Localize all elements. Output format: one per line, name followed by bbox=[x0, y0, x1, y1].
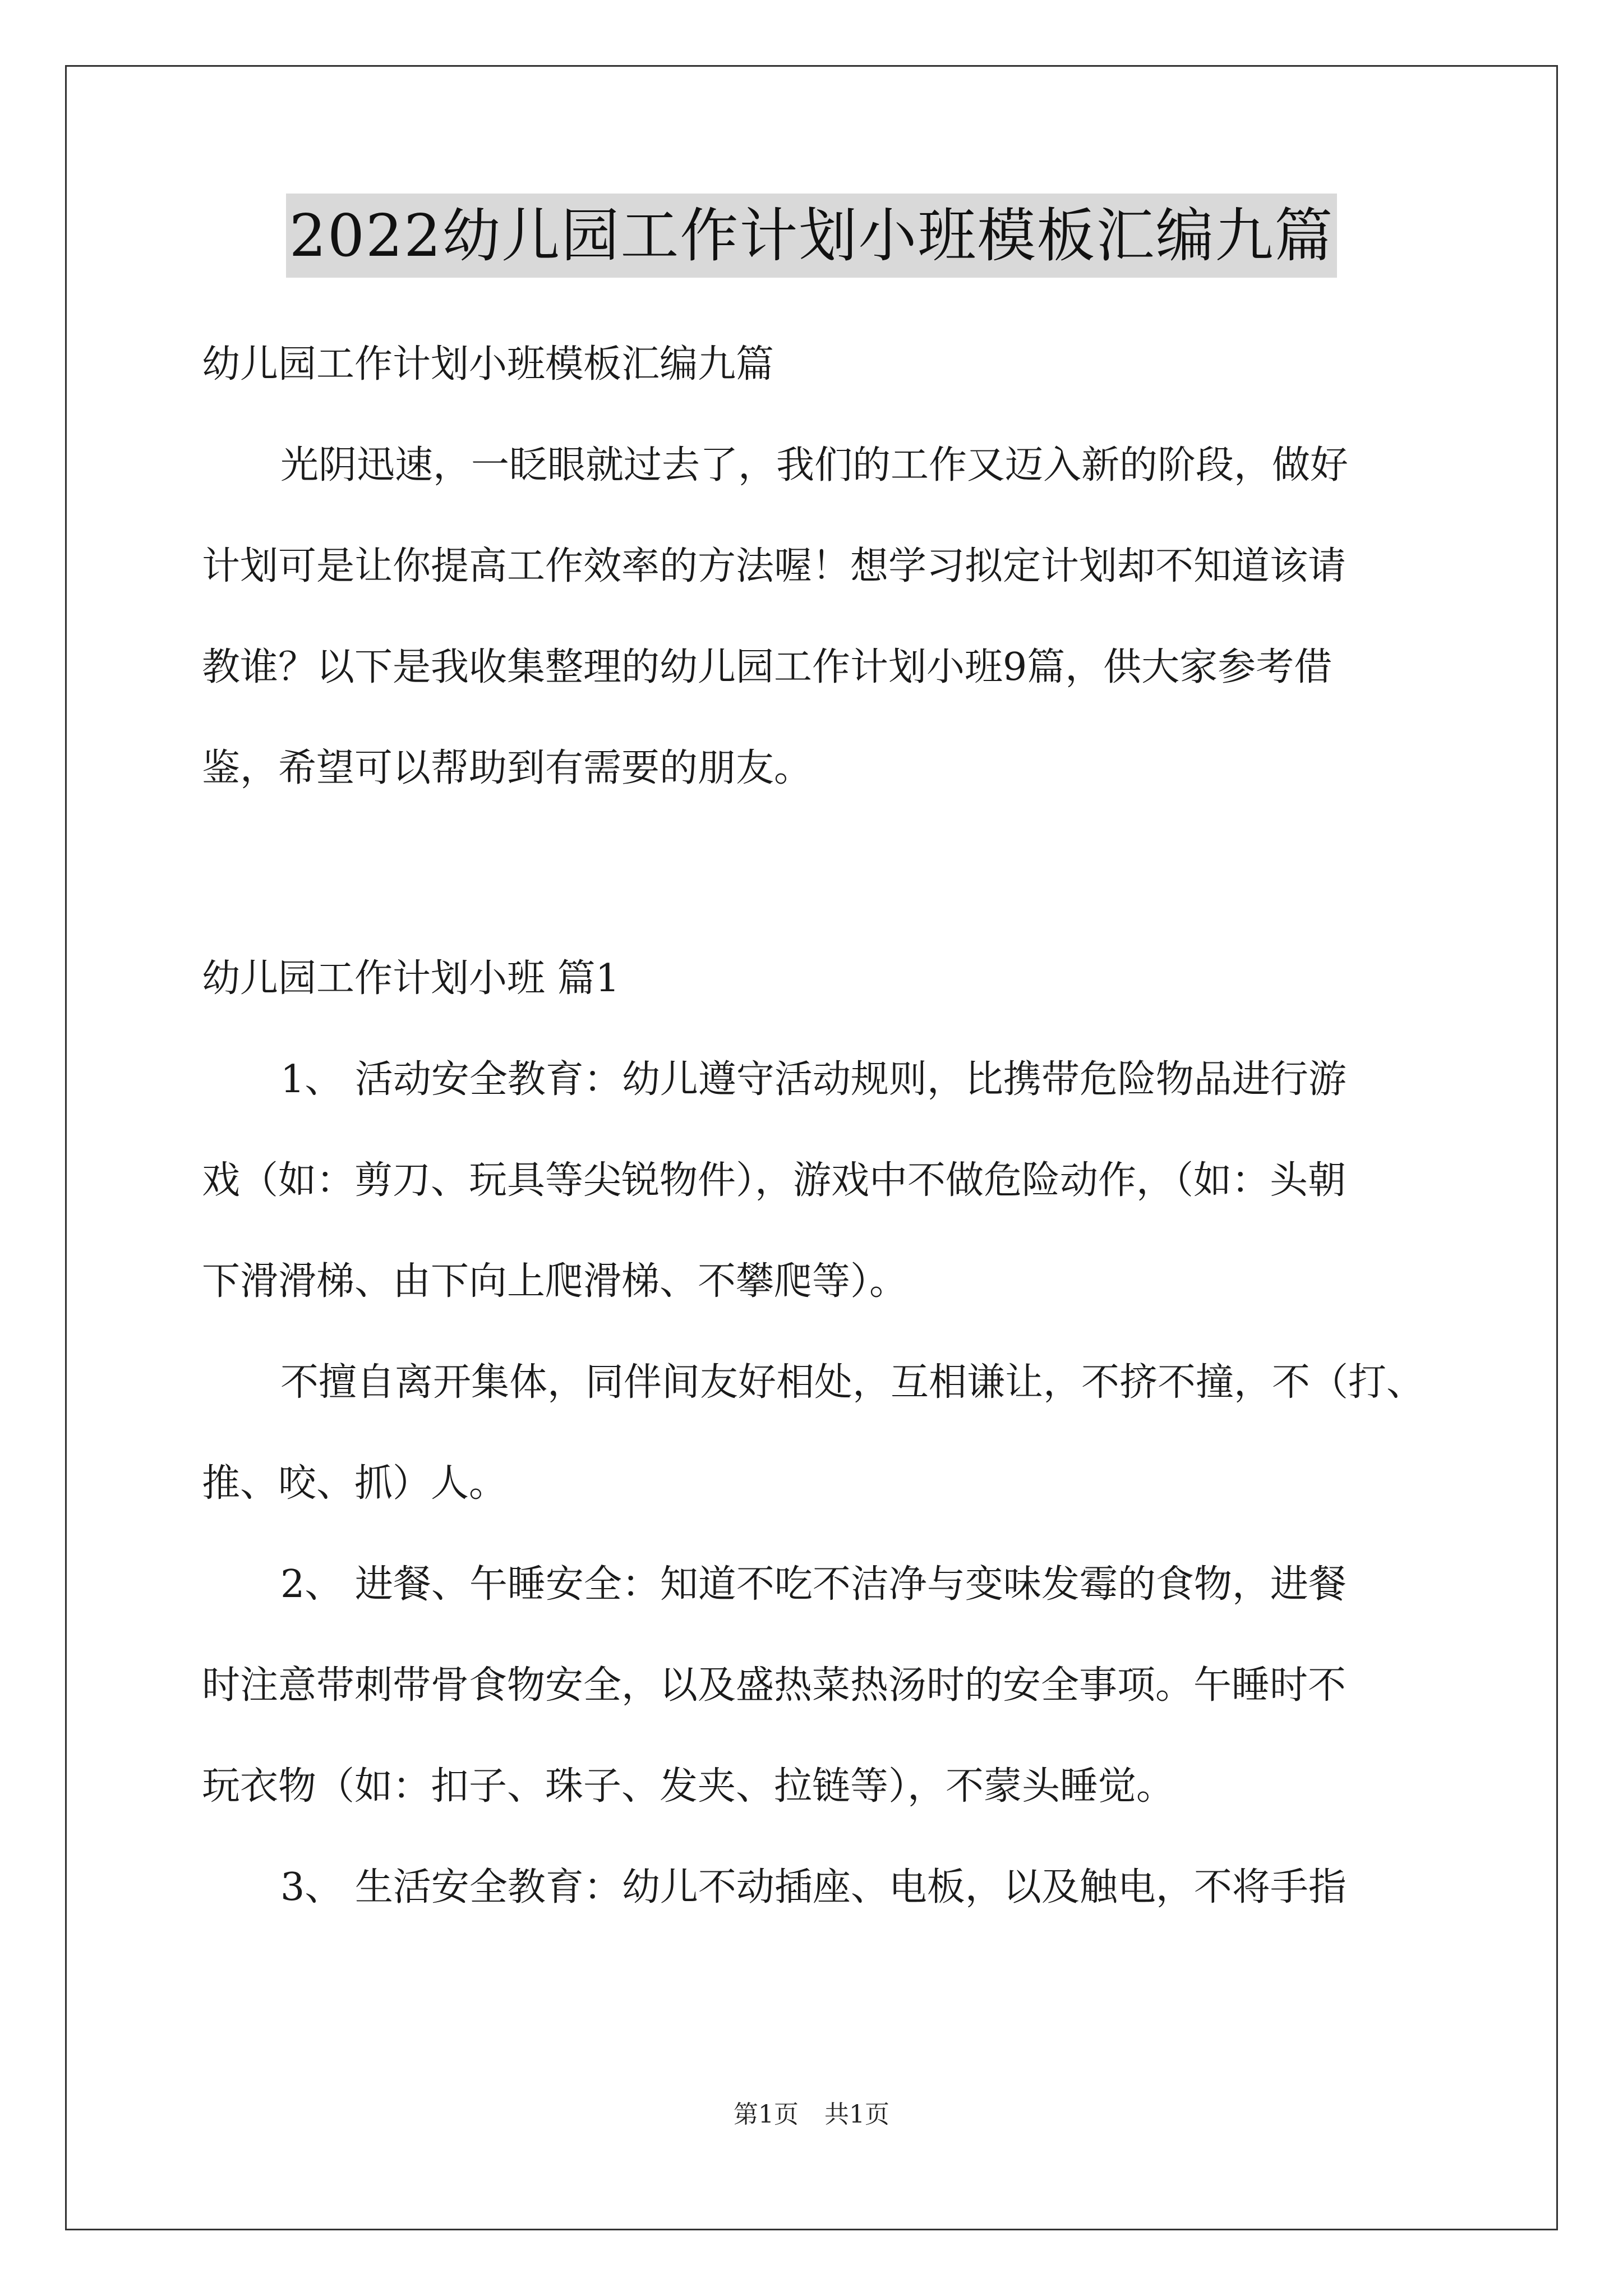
title-wrap bbox=[0, 194, 1623, 278]
paragraph-line: 玩衣物（如：扣子、珠子、发夹、拉链等），不蒙头睡觉。 bbox=[202, 1764, 1175, 1809]
intro-line-2: 计划可是让你提高工作效率的方法喔！想学习拟定计划却不知道该请 bbox=[202, 544, 1347, 588]
page-number: 第1页 bbox=[734, 2100, 799, 2129]
document-title: 2022幼儿园工作计划小班模板汇编九篇 bbox=[286, 194, 1338, 278]
intro-line-3: 教谁？以下是我收集整理的幼儿园工作计划小班9篇，供大家参考借 bbox=[202, 645, 1332, 689]
paragraph-line: 推、咬、抓）人。 bbox=[202, 1461, 508, 1506]
subtitle-line: 幼儿园工作计划小班模板汇编九篇 bbox=[202, 342, 774, 386]
paragraph-line: 戏（如：剪刀、玩具等尖锐物件），游戏中不做危险动作，（如：头朝 bbox=[202, 1158, 1347, 1203]
page-footer bbox=[0, 2098, 1623, 2132]
paragraph-line: 不擅自离开集体，同伴间友好相处，互相谦让，不挤不撞，不（打、 bbox=[280, 1360, 1425, 1405]
intro-line-4: 鉴，希望可以帮助到有需要的朋友。 bbox=[202, 746, 813, 790]
paragraph-line: 1、 活动安全教育：幼儿遵守活动规则，比携带危险物品进行游 bbox=[280, 1057, 1347, 1102]
paragraph-line: 2、 进餐、午睡安全：知道不吃不洁净与变味发霉的食物，进餐 bbox=[280, 1562, 1347, 1607]
paragraph-line: 3、 生活安全教育：幼儿不动插座、电板，以及触电，不将手指 bbox=[280, 1865, 1347, 1910]
paragraph-line: 下滑滑梯、由下向上爬滑梯、不攀爬等）。 bbox=[202, 1259, 908, 1304]
page-total: 共1页 bbox=[824, 2100, 889, 2129]
intro-line-1: 光阴迅速，一眨眼就过去了，我们的工作又迈入新的阶段，做好 bbox=[280, 443, 1349, 487]
paragraph-line: 时注意带刺带骨食物安全，以及盛热菜热汤时的安全事项。午睡时不 bbox=[202, 1663, 1347, 1708]
section-heading: 幼儿园工作计划小班 篇1 bbox=[202, 956, 620, 1001]
